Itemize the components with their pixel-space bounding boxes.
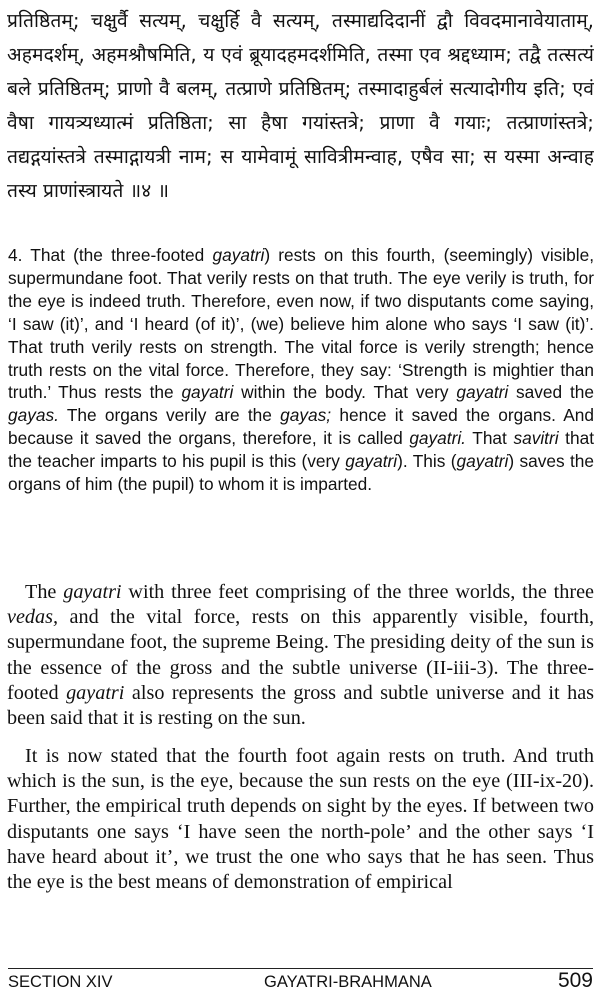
italic-term: vedas, xyxy=(7,606,59,629)
italic-term: gayatri xyxy=(456,382,509,403)
commentary-text: also represents the gross and subtle universe and it has been said that it is resting on the sun. xyxy=(7,681,594,730)
english-translation xyxy=(7,244,594,580)
italic-term: gayas. xyxy=(8,405,59,426)
commentary-paragraph-2: It is now stated that the fourth foot again rests on truth. And truth which is the sun, is the eye, because the sun rests on the eye (III-ix-20). Further, the empirical truth depends on sight by the eyes. If between two disputants one says ‘I have seen the north-pole’ and the other says ‘I have heard about it’, we trust the one who says that he has seen. Thus the eye is the best means of demonstration of empirical xyxy=(7,745,594,894)
translation-text: 4. That (the three-footed xyxy=(8,245,213,265)
translation-text: ). This ( xyxy=(397,451,457,472)
italic-term: savitri xyxy=(513,428,559,449)
italic-term: gayas; xyxy=(280,405,332,426)
italic-term: gayatri. xyxy=(409,428,466,449)
commentary-text: and the vital force, rests on this apparently visible, fourth, supermundane foot, the supreme Being. The presiding deity of the sun is the essence of the gross and the subtle universe (II-iii-3). The three-footed xyxy=(7,606,594,704)
italic-term: gayatri xyxy=(212,245,265,265)
translation-text: The organs verily are the xyxy=(58,405,281,426)
translation-text: That xyxy=(465,428,514,449)
page-number: 509 xyxy=(557,969,593,992)
italic-term: gayatri xyxy=(345,451,398,472)
sanskrit-verse: प्रतिष्ठितम्; चक्षुर्वै सत्यम्, चक्षुर्हि वै सत्यम्, तस्माद्यदिदानीं द्वौ विवदमानावेयाताम्, अहमदर्शम्, अहमश्रौषमिति, य एवं ब्रूयादहमदर्शमिति, तस्मा एव श्रद्दध्याम; तद्वै तत्सत्यं बले प्रतिष्ठितम्; प्राणो वै बलम्, तत्प्राणे प्रतिष्ठितम्; तस्मादाहुर्बलं सत्यादोगीय इति; एवं वैषा गायत्र्यध्यात्मं प्रतिष्ठिता; सा हैषा गयांस्तत्रे; प्राणा वै गयाः; तत्प्राणांस्तत्रे; तद्यद्गयांस्तत्रे तस्माद्गायत्री नाम; स यामेवामूं सावित्रीमन्वाह, एषैव सा; स यस्मा अन्वाह तस्य प्राणांस्त्रायते ॥४ ॥ xyxy=(7,9,594,202)
italic-term: gayatri xyxy=(63,581,122,603)
translation-text: saved the xyxy=(508,382,594,403)
italic-term: gayatri xyxy=(181,382,234,403)
italic-term: gayatri xyxy=(66,681,125,704)
translation-text: ) rests on this fourth, (seemingly) visible, supermundane foot. That verily rests on that truth. The eye verily is truth, for the eye is indeed truth. Therefore, even now, if two disputants come saying, ‘I saw (it)’, and ‘I heard (of it)’, (we) believe him alone who says ‘I saw (it)’. That truth verily rests on strength. The vital force is verily strength; hence truth rests on the vital force. Therefore, they say: ‘Strength is mightier than truth.’ Thus rests the xyxy=(8,245,594,403)
page-footer xyxy=(8,968,593,993)
footer-section: SECTION XIV xyxy=(8,973,113,991)
italic-term: gayatri xyxy=(456,451,509,472)
translation-text: within the body. That very xyxy=(233,382,457,403)
translation-text: ) saves the organs of him (the pupil) to whom it is imparted. xyxy=(8,451,594,495)
commentary-text: The xyxy=(25,581,64,603)
commentary-paragraph-1 xyxy=(7,580,594,730)
footer-running-title: GAYATRI-BRAHMANA xyxy=(264,973,432,991)
translation-text: hence it saved the organs. And because it saved the organs, therefore, it is called xyxy=(8,405,594,449)
commentary-text: with three feet comprising of the three worlds, the three xyxy=(121,581,594,603)
translation-text: that the teacher imparts to his pupil is this (very xyxy=(8,428,594,472)
